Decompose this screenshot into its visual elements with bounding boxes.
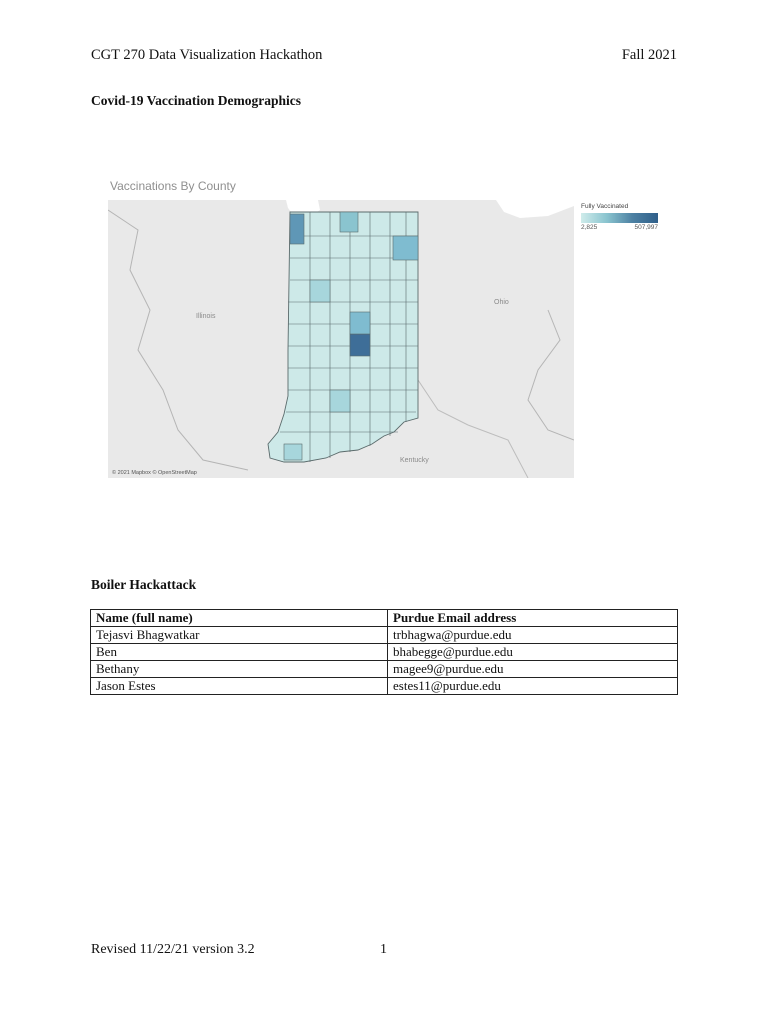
member-email: bhabegge@purdue.edu [388,644,678,661]
footer-revision: Revised 11/22/21 version 3.2 [91,942,255,957]
county-st-joseph [340,212,358,232]
member-name: Tejasvi Bhagwatkar [91,627,388,644]
county-hamilton [350,312,370,334]
member-name: Jason Estes [91,678,388,695]
footer-page-number: 1 [380,942,387,957]
column-header-email: Purdue Email address [388,610,678,627]
county-monroe [330,390,350,412]
table-header-row [91,610,678,627]
county-allen [393,236,418,260]
legend-range [581,224,658,231]
header-term: Fall 2021 [621,47,677,63]
member-email: trbhagwa@purdue.edu [388,627,678,644]
member-email: magee9@purdue.edu [388,661,678,678]
map-title: Vaccinations By County [110,179,236,193]
map-attribution: © 2021 Mapbox © OpenStreetMap [112,470,197,476]
label-illinois: Illinois [196,313,216,320]
county-marion [350,334,370,356]
map-legend [581,203,671,231]
county-vanderburgh [284,444,302,460]
table-row [91,678,678,695]
team-members-table [90,609,678,695]
member-name: Bethany [91,661,388,678]
table-row [91,627,678,644]
legend-min: 2,825 [581,224,598,231]
county-lake [290,214,304,244]
team-name: Boiler Hackattack [91,577,197,592]
member-name: Ben [91,644,388,661]
document-title: Covid-19 Vaccination Demographics [91,93,302,108]
table-row [91,644,678,661]
legend-title: Fully Vaccinated [581,203,629,210]
county-tippecanoe [310,280,330,302]
member-email: estes11@purdue.edu [388,678,678,695]
legend-max: 507,997 [634,224,658,231]
column-header-name: Name (full name) [91,610,388,627]
table-row [91,661,678,678]
vaccination-map-figure [108,178,574,480]
legend-gradient-bar [581,213,658,223]
header-course: CGT 270 Data Visualization Hackathon [91,47,323,63]
county-choropleth-map [108,200,574,478]
label-kentucky: Kentucky [400,457,429,464]
label-ohio: Ohio [494,299,509,306]
